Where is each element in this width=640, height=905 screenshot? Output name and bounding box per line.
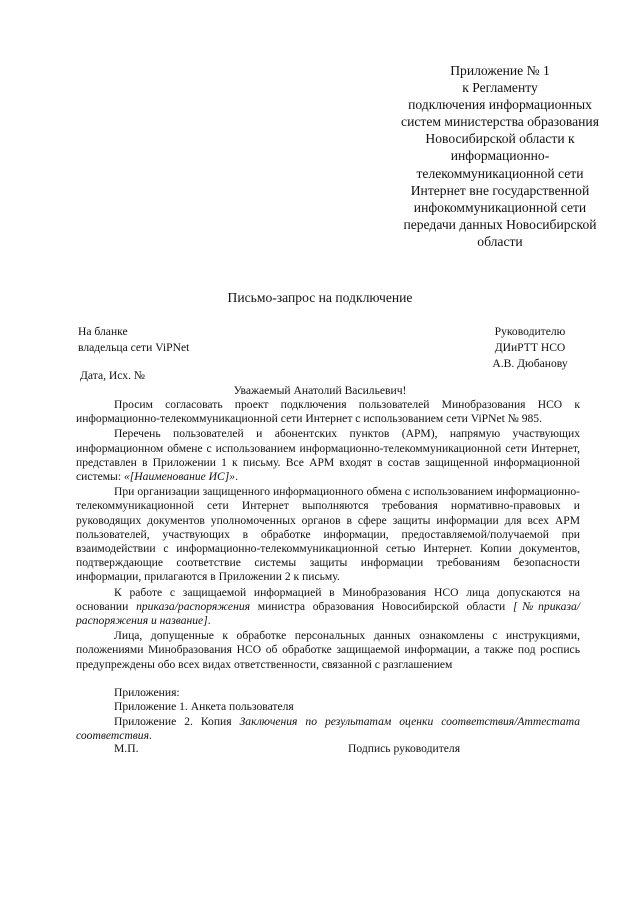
signature-label: Подпись руководителя	[348, 742, 461, 755]
paragraph-4-mid: министра образования Новосибирской области	[250, 599, 513, 613]
order-type-placeholder: приказа/распоряжения	[136, 599, 251, 613]
appendix-line: систем министерства образования	[401, 114, 599, 130]
sender-block	[78, 324, 189, 356]
document-title: Письмо-запрос на подключение	[227, 290, 413, 305]
attachment-item-2	[76, 715, 580, 744]
attachments-block	[76, 686, 580, 744]
recipient-line: Руководителю	[494, 325, 566, 338]
paragraph-3: При организации защищенного информационного обмена с использованием информационно-телекоммуникационной сети Интернет выполняются требования нормативно-правовых и руководящих документов уполномоченных органов в сфере защиты информации для всех АРМ пользователей, участвующих в обработке информации, предоставляемой/получаемой при взаимодействии с информационно-телекоммуникационной сетью Интернет. Копии документов, подтверждающие соответствие системы защиты информации требованиям безопасности информации, прилагаются в Приложении 2 к письму.	[76, 485, 580, 584]
paragraph-1: Просим согласовать проект подключения пользователей Минобразования НСО к информационно-телекоммуникационной сети Интернет с использованием сети ViPNet № 985.	[76, 398, 580, 426]
paragraph-4-text: К работе с защищаемой информацией в Минобразования НСО лица допускаются на основании	[76, 585, 580, 613]
paragraph-4-end: .	[207, 614, 211, 628]
attachment-item-2-end: .	[148, 729, 152, 743]
recipient-line: А.В. Дюбанову	[492, 357, 568, 370]
sender-line: На бланке	[78, 325, 128, 338]
appendix-line: передачи данных Новосибирской	[403, 216, 597, 232]
date-line: Дата, Исх. №	[80, 369, 145, 382]
order-number-placeholder: [№приказа/распоряжения и название]	[76, 599, 580, 628]
paragraph-2-end: .	[235, 470, 239, 484]
system-name-placeholder: «[Наименование ИС]»	[123, 470, 236, 484]
appendix-line: информационно-	[450, 148, 550, 164]
paragraph-2-text: Перечень пользователей и абонентских пунктов (АРМ), напрямую участвующих информационном обмене с использованием информационно-телекоммуникационной сети Интернет, представлен в Приложении 1 к письму. Все АРМ входят в состав защищенной информационной системы:	[76, 427, 580, 484]
conclusion-placeholder: Заключения по результатам оценки соответствия/Аттестата соответствия	[76, 714, 581, 743]
recipient-block	[470, 324, 590, 372]
greeting: Уважаемый Анатолий Васильевич!	[233, 384, 407, 397]
appendix-line: к Регламенту	[462, 80, 538, 96]
appendix-line: телекоммуникационной сети	[416, 165, 584, 181]
appendix-line: инфокоммуникационной сети	[413, 199, 587, 215]
stamp-label: М.П.	[114, 742, 139, 755]
paragraph-4	[76, 586, 580, 629]
appendix-line: подключения информационных	[408, 97, 592, 113]
paragraph-5: Лица, допущенные к обработке персональных данных ознакомлены с инструкциями, положениями Минобразования НСО об обработке защищаемой информации, а также под роспись предупреждены обо всех видах ответственности, связанной с разглашением	[76, 629, 580, 671]
attachment-item-2-text: Приложение 2. Копия	[114, 714, 240, 728]
paragraph-2	[76, 427, 580, 484]
appendix-line: Новосибирской области к	[425, 131, 575, 147]
appendix-line: Приложение № 1	[450, 63, 550, 78]
attachment-item-1: Приложение 1. Анкета пользователя	[114, 700, 294, 714]
letter-body	[76, 398, 580, 672]
attachments-heading: Приложения:	[114, 686, 180, 699]
appendix-header	[380, 62, 620, 250]
sender-line: владельца сети ViPNet	[78, 341, 190, 354]
appendix-line: области	[477, 233, 523, 249]
recipient-line: ДИиРТТ НСО	[494, 341, 566, 354]
appendix-line: Интернет вне государственной	[410, 182, 590, 198]
